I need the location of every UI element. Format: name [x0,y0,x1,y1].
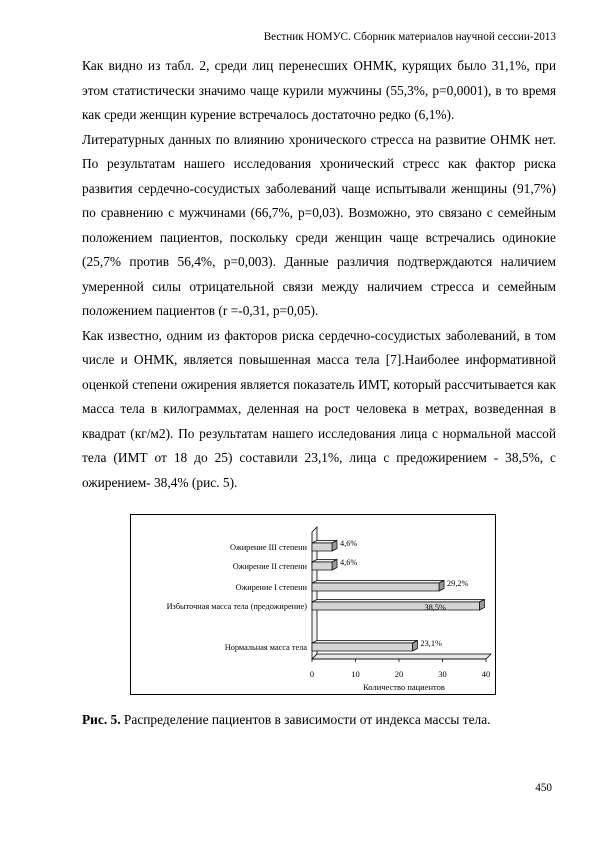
data-label: 4,6% [340,539,358,548]
running-header: Вестник НОМУС. Сборник материалов научной сессии-2013 [263,31,556,43]
paragraph-2: Литературных данных по влиянию хронического стресса на развитие ОНМК нет. По результатам нашего исследования хронический стресс как фактор риска развития сердечно-сосудистых заболеваний чаще испытывали женщины (91,7%) по сравнению с мужчинами (66,7%, р=0,03). Возможно, это связано с семейным положением пациентов, поскольку среди женщин чаще встречались одинокие (25,7% против 56,4%, р=0,003). Данные различия подтверждаются наличием умеренной силы отрицательной связи между наличием стресса и семейным положением пациентов (r =-0,31, р=0,05). [82,131,556,318]
page-number: 450 [535,782,552,794]
article-body [82,54,556,495]
category-label: Избыточная масса тела (предожирение) [166,602,307,611]
category-label: Ожирение I степени [235,583,307,592]
bar [312,562,332,570]
bar [312,583,439,591]
paragraph-3: Как известно, одним из факторов риска сердечно-сосудистых заболеваний, в том числе и ОНМК, является повышенная масса тела [7].Наиболее информативной оценкой степени ожирения является показатель ИМТ, который рассчитывается как масса тела в килограммах, деленная на рост человека в метрах, возведенная в квадрат (кг/м2). По результатам нашего исследования лица с нормальной массой тела (ИМТ от 18 до 25) составили 23,1%, лица с предожирением - 38,5%, с ожирением- 38,4% (рис. 5). [82,327,556,490]
category-label: Ожирение II степени [232,562,307,571]
chart-svg [131,515,497,696]
figure-label: Рис. 5. [82,712,121,727]
bar [312,602,479,610]
bar-top [312,581,444,584]
x-tick-label: 40 [481,669,491,679]
category-label: Нормальная масса тела [224,643,307,652]
figure-caption-text: Распределение пациентов в зависимости от индекса массы тела. [120,712,491,727]
bar [312,543,332,551]
x-tick-label: 0 [309,669,315,679]
x-tick-label: 30 [438,669,447,679]
bmi-distribution-chart [130,514,496,695]
data-label: 38,5% [424,603,446,612]
x-axis-title: Количество пациентов [363,682,445,692]
paragraph-1: Как видно из табл. 2, среди лиц перенесших ОНМК, курящих было 31,1%, при этом статистически значимо чаще курили мужчины (55,3%, р=0,0001), в то время как среди женщин курение встречалось достаточно редко (6,1%). [82,58,556,122]
figure-caption [82,711,556,729]
bar-top [312,641,417,644]
bar-top [312,600,484,603]
chart-floor [312,654,491,659]
data-label: 4,6% [340,558,358,567]
bar [312,643,412,651]
data-label: 29,2% [447,579,469,588]
x-tick-label: 10 [351,669,360,679]
data-label: 23,1% [420,639,442,648]
x-tick-label: 20 [394,669,404,679]
category-label: Ожирение III степени [230,543,307,552]
